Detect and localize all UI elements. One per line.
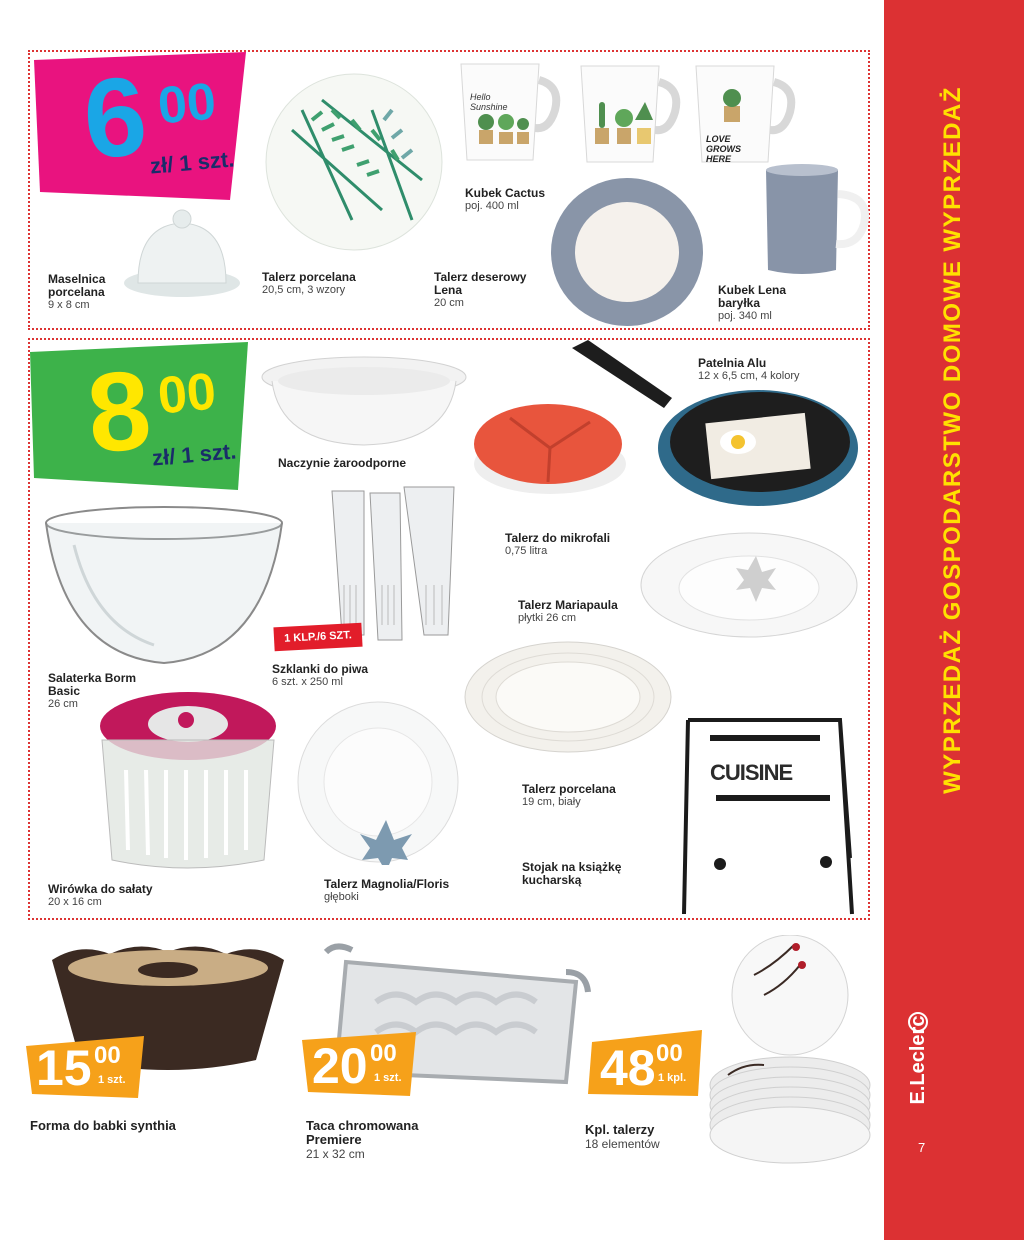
price-unit: 1 kpl. xyxy=(658,1072,687,1084)
detail: 19 cm, biały xyxy=(522,796,581,808)
price-tag-20 xyxy=(302,1032,416,1098)
label-forma xyxy=(30,1119,176,1133)
mug-cactus-2-image xyxy=(575,62,687,172)
glass-bowl-image xyxy=(44,505,284,670)
page-number: 7 xyxy=(918,1140,926,1155)
plate-set-image xyxy=(704,935,874,1175)
label-taca xyxy=(306,1119,418,1161)
detail: 18 elementów xyxy=(585,1137,660,1151)
name: Stojak na książkę xyxy=(522,860,622,874)
stand-text: CUISINE xyxy=(710,760,793,785)
name: Talerz do mikrofali xyxy=(505,531,611,545)
label-talerz-deserowy xyxy=(434,271,526,310)
detail: 21 x 32 cm xyxy=(306,1147,365,1161)
name: kucharską xyxy=(522,873,582,887)
price-tag-48 xyxy=(588,1030,702,1100)
mug-lena-image xyxy=(762,160,872,280)
pack-badge: 1 KLP./6 SZT. xyxy=(273,623,362,652)
price-dec: 00 xyxy=(370,1040,397,1067)
price-dec: 00 xyxy=(155,362,219,426)
name: Forma do babki synthia xyxy=(30,1118,176,1133)
name: Lena xyxy=(434,283,463,297)
plate-mariapaula-image xyxy=(638,530,860,640)
price-unit: 1 szt. xyxy=(374,1072,402,1084)
price-dec: 00 xyxy=(94,1042,121,1069)
price-int: 15 xyxy=(36,1040,92,1096)
label-talerz-porcelana xyxy=(262,271,356,297)
label-wirowka xyxy=(48,883,153,909)
label-magnolia xyxy=(324,878,449,904)
name: Kubek Cactus xyxy=(465,186,546,200)
name: Wirówka do sałaty xyxy=(48,882,153,896)
label-naczynie xyxy=(278,457,406,470)
name: porcelana xyxy=(48,285,105,299)
label-salaterka xyxy=(48,672,136,711)
name: Szklanki do piwa xyxy=(272,662,369,676)
salad-spinner-image xyxy=(96,690,281,880)
name: Talerz deserowy xyxy=(434,270,527,284)
beer-glasses-image xyxy=(330,485,460,645)
plate-lena-image xyxy=(548,175,706,330)
baking-dish-image xyxy=(260,355,468,450)
detail: głęboki xyxy=(324,891,359,903)
price-tag-6 xyxy=(30,52,248,202)
name: Talerz Magnolia/Floris xyxy=(324,877,450,891)
name: Talerz porcelana xyxy=(522,782,616,796)
mug-1-text: Hello Sunshine xyxy=(470,92,508,112)
label-talerz-bialy xyxy=(522,783,616,809)
detail: 12 x 6,5 cm, 4 kolory xyxy=(698,370,800,382)
name: baryłka xyxy=(718,296,761,310)
name: Premiere xyxy=(306,1132,362,1147)
detail: poj. 400 ml xyxy=(465,200,519,212)
detail: 20,5 cm, 3 wzory xyxy=(262,284,346,296)
name: Maselnica xyxy=(48,272,106,286)
name: Kpl. talerzy xyxy=(585,1122,655,1137)
price-dec: 00 xyxy=(155,72,219,136)
detail: płytki 26 cm xyxy=(518,612,577,624)
butter-dish-image xyxy=(120,205,245,305)
label-maselnica xyxy=(48,273,105,312)
price-int: 8 xyxy=(82,346,156,477)
name: Kubek Lena xyxy=(718,283,787,297)
label-talerz-mikrofali xyxy=(505,532,610,558)
label-kubek-cactus xyxy=(465,187,545,213)
name: Basic xyxy=(48,684,81,698)
label-szklanki xyxy=(272,663,368,689)
leaf-plate-image xyxy=(262,70,447,255)
detail: 0,75 litra xyxy=(505,545,548,557)
detail: poj. 340 ml xyxy=(718,310,772,322)
mug-3-text: LOVE GROWS HERE xyxy=(706,134,741,164)
price-unit: 1 szt. xyxy=(98,1074,126,1086)
price-int: 20 xyxy=(312,1038,368,1094)
label-kpl-talerzy xyxy=(585,1123,660,1151)
price-tag-8 xyxy=(30,342,248,492)
detail: 20 x 16 cm xyxy=(48,896,102,908)
detail: 20 cm xyxy=(434,297,464,309)
name: Naczynie żaroodporne xyxy=(278,456,407,470)
plate-white-image xyxy=(463,640,673,755)
price-unit: zł/ 1 szt. xyxy=(151,438,238,471)
label-kubek-lena xyxy=(718,284,786,323)
price-tag-15 xyxy=(26,1036,144,1100)
price-int: 6 xyxy=(78,52,152,183)
name: Talerz porcelana xyxy=(262,270,356,284)
price-dec: 00 xyxy=(656,1040,683,1067)
plate-magnolia-image xyxy=(296,700,461,865)
price-unit: zł/ 1 szt. xyxy=(149,146,236,179)
sidebar-title: WYPRZEDAŻ GOSPODARSTWO DOMOWE WYPRZEDAŻ xyxy=(939,86,966,794)
cookbook-stand-image xyxy=(680,718,860,918)
name: Salaterka Borm xyxy=(48,671,137,685)
mug-cactus-1-image xyxy=(455,60,565,170)
name: Patelnia Alu xyxy=(698,356,767,370)
label-mariapaula xyxy=(518,599,618,625)
price-int: 48 xyxy=(600,1040,656,1096)
label-stojak xyxy=(522,861,621,887)
name: Taca chromowana xyxy=(306,1118,419,1133)
detail: 6 szt. x 250 ml xyxy=(272,676,343,688)
detail: 26 cm xyxy=(48,698,78,710)
name: Talerz Mariapaula xyxy=(518,598,618,612)
detail: 9 x 8 cm xyxy=(48,299,90,311)
brand-name: E.Leclerc xyxy=(907,1015,929,1105)
label-patelnia xyxy=(698,357,800,383)
